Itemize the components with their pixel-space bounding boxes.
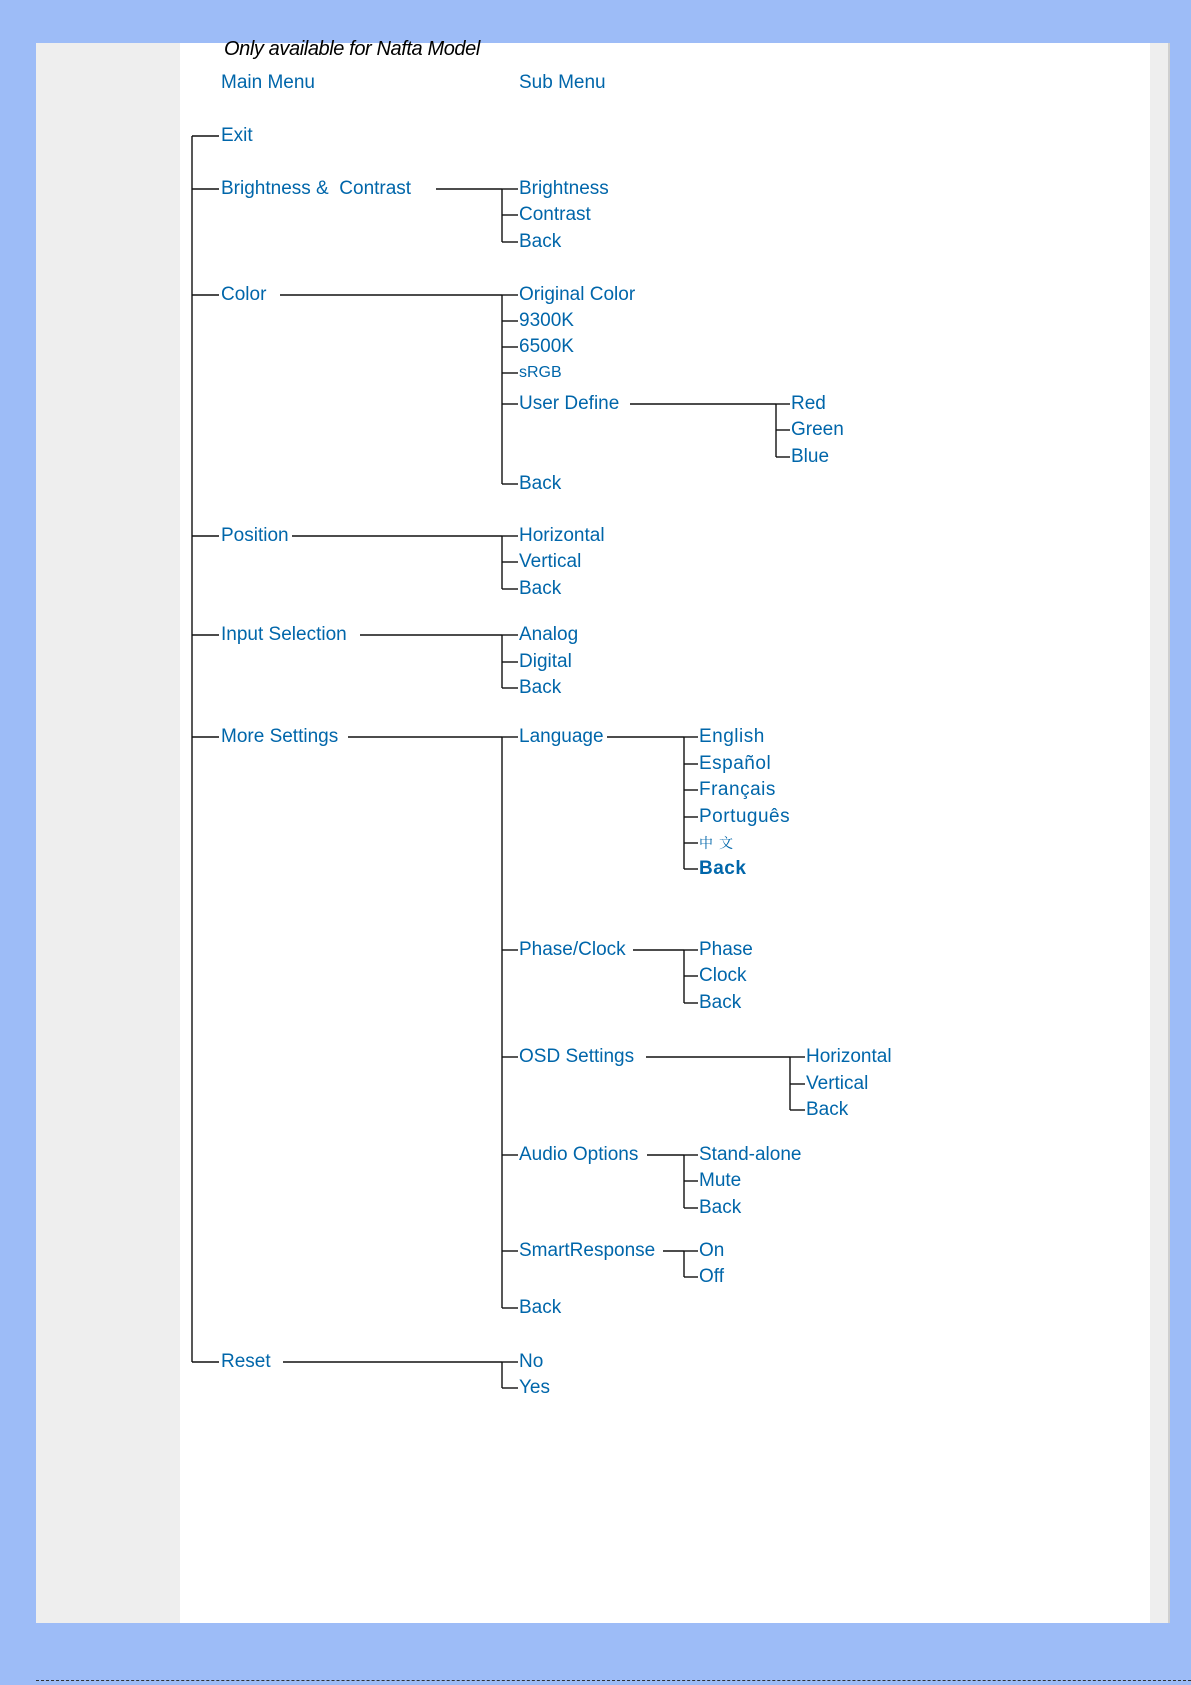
main-item-exit: Exit: [221, 125, 253, 146]
sub-item-audio-options: Audio Options: [519, 1144, 639, 1165]
main-item-color: Color: [221, 284, 267, 305]
language-espanol: Español: [699, 753, 772, 774]
sub-item-back: Back: [519, 677, 562, 698]
sub-item-digital: Digital: [519, 651, 572, 672]
osd-back: Back: [806, 1099, 849, 1120]
sub-item-original-color: Original Color: [519, 284, 636, 305]
main-item-brightness-contrast: Brightness & Contrast: [221, 178, 412, 199]
sub-menu-header: Sub Menu: [519, 72, 606, 93]
sub-item-back: Back: [519, 1297, 562, 1318]
phase-clock-clock: Clock: [699, 965, 747, 986]
phase-clock-back: Back: [699, 992, 742, 1013]
language-portugues: Português: [699, 806, 791, 827]
smartresponse-on: On: [699, 1240, 725, 1261]
main-item-position: Position: [221, 525, 289, 546]
main-item-reset: Reset: [221, 1351, 271, 1372]
language-francais: Français: [699, 779, 776, 800]
smartresponse-off: Off: [699, 1266, 724, 1287]
user-define-green: Green: [791, 419, 844, 440]
sub-item-back: Back: [519, 231, 562, 252]
osd-horizontal: Horizontal: [806, 1046, 892, 1067]
sub-item-horizontal: Horizontal: [519, 525, 605, 546]
language-back: Back: [699, 858, 747, 879]
main-item-more-settings: More Settings: [221, 726, 339, 747]
language-english: English: [699, 726, 765, 747]
sub-item-6500k: 6500K: [519, 336, 574, 357]
sub-item-srgb: sRGB: [519, 364, 562, 381]
sub-item-contrast: Contrast: [519, 204, 591, 225]
sub-item-phase-clock: Phase/Clock: [519, 939, 626, 960]
sub-item-9300k: 9300K: [519, 310, 574, 331]
user-define-red: Red: [791, 393, 826, 414]
main-item-input-selection: Input Selection: [221, 624, 347, 645]
sub-item-back: Back: [519, 578, 562, 599]
phase-clock-phase: Phase: [699, 939, 753, 960]
sub-item-analog: Analog: [519, 624, 579, 645]
sub-item-osd-settings: OSD Settings: [519, 1046, 635, 1067]
language-chinese: 中文: [699, 835, 739, 851]
audio-stand-alone: Stand-alone: [699, 1144, 802, 1165]
nafta-note: Only available for Nafta Model: [224, 38, 480, 60]
osd-vertical: Vertical: [806, 1073, 869, 1094]
main-menu-header: Main Menu: [221, 72, 315, 93]
sub-item-no: No: [519, 1351, 544, 1372]
user-define-blue: Blue: [791, 446, 830, 467]
sub-item-smartresponse: SmartResponse: [519, 1240, 656, 1261]
audio-back: Back: [699, 1197, 742, 1218]
sub-item-language: Language: [519, 726, 604, 747]
audio-mute: Mute: [699, 1170, 742, 1191]
sub-item-user-define: User Define: [519, 393, 620, 414]
sub-item-vertical: Vertical: [519, 551, 582, 572]
sub-item-back: Back: [519, 473, 562, 494]
sub-item-yes: Yes: [519, 1377, 550, 1398]
sub-item-brightness: Brightness: [519, 178, 609, 199]
